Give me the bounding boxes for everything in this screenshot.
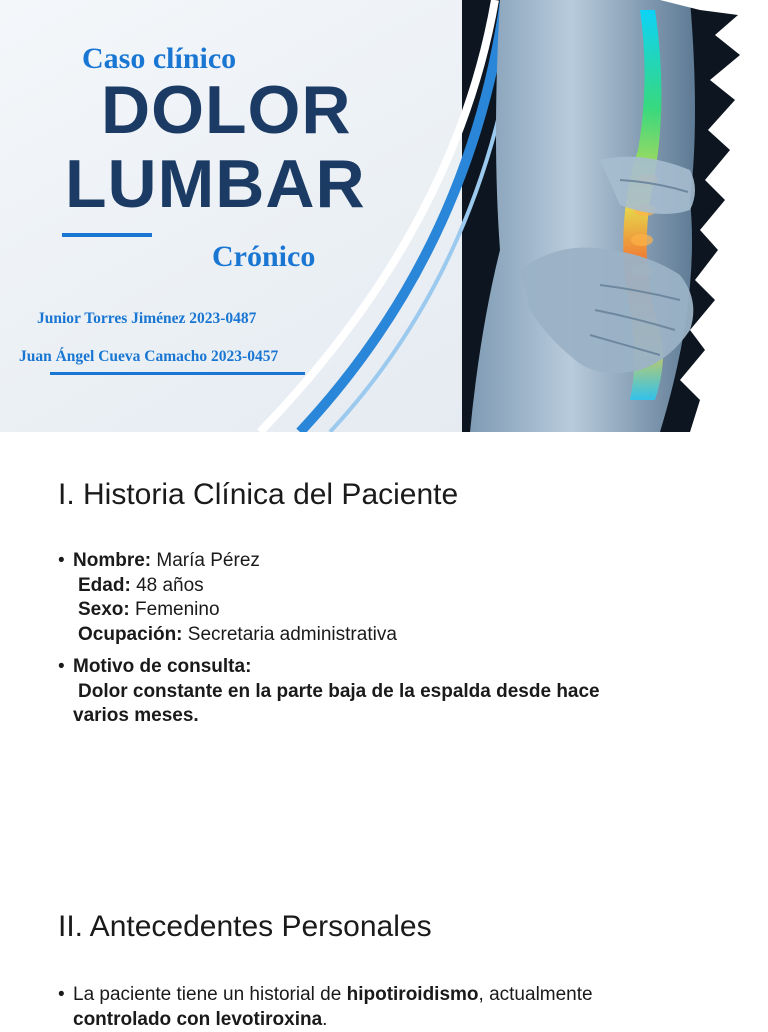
title-divider bbox=[62, 233, 152, 237]
cover-label: Caso clínico bbox=[82, 42, 237, 75]
name-value: María Pérez bbox=[156, 550, 260, 571]
history-bold-condition: hipotiroidismo bbox=[346, 984, 479, 1005]
patient-age-row bbox=[73, 574, 718, 599]
patient-data-bullet bbox=[58, 549, 718, 647]
history-text-mid: , actualmente bbox=[478, 984, 593, 1005]
patient-job-row bbox=[73, 623, 718, 648]
bullet-dot: • bbox=[58, 550, 65, 571]
cover-subtitle: Crónico bbox=[212, 240, 316, 273]
job-value: Secretaria administrativa bbox=[187, 623, 397, 645]
history-text-pre: La paciente tiene un historial de bbox=[73, 984, 347, 1005]
sex-label: Sexo: bbox=[78, 599, 130, 620]
bullet-dot: • bbox=[58, 984, 65, 1005]
author-2: Juan Ángel Cueva Camacho 2023-0457 bbox=[19, 348, 279, 365]
history-text-end: . bbox=[322, 1008, 328, 1030]
patient-name-row bbox=[73, 549, 718, 574]
sex-value: Femenino bbox=[135, 599, 220, 620]
consult-reason-bullet bbox=[58, 655, 718, 729]
name-label: Nombre: bbox=[73, 550, 152, 571]
content-slide bbox=[0, 432, 768, 1030]
author-1: Junior Torres Jiménez 2023-0487 bbox=[37, 310, 257, 327]
age-value: 48 años bbox=[136, 574, 204, 596]
cover-slide bbox=[0, 0, 768, 432]
bullet-dot: • bbox=[58, 656, 65, 677]
cover-title-line1: DOLOR bbox=[101, 72, 352, 148]
history-bold-treatment: controlado con levotiroxina bbox=[73, 1008, 323, 1030]
cover-title-line2: LUMBAR bbox=[65, 146, 366, 222]
consult-text-line1: Dolor constante en la parte baja de la espalda desde hace bbox=[78, 680, 600, 702]
age-label: Edad: bbox=[78, 574, 131, 596]
section-1-heading: I. Historia Clínica del Paciente bbox=[58, 478, 459, 511]
consult-label: Motivo de consulta: bbox=[73, 656, 252, 677]
section-2-heading: II. Antecedentes Personales bbox=[58, 910, 432, 943]
consult-text-line2: varios meses. bbox=[73, 705, 199, 726]
authors-underline bbox=[50, 372, 305, 375]
patient-sex-row bbox=[73, 598, 718, 623]
job-label: Ocupación: bbox=[78, 623, 183, 645]
history-bullet bbox=[58, 983, 718, 1032]
